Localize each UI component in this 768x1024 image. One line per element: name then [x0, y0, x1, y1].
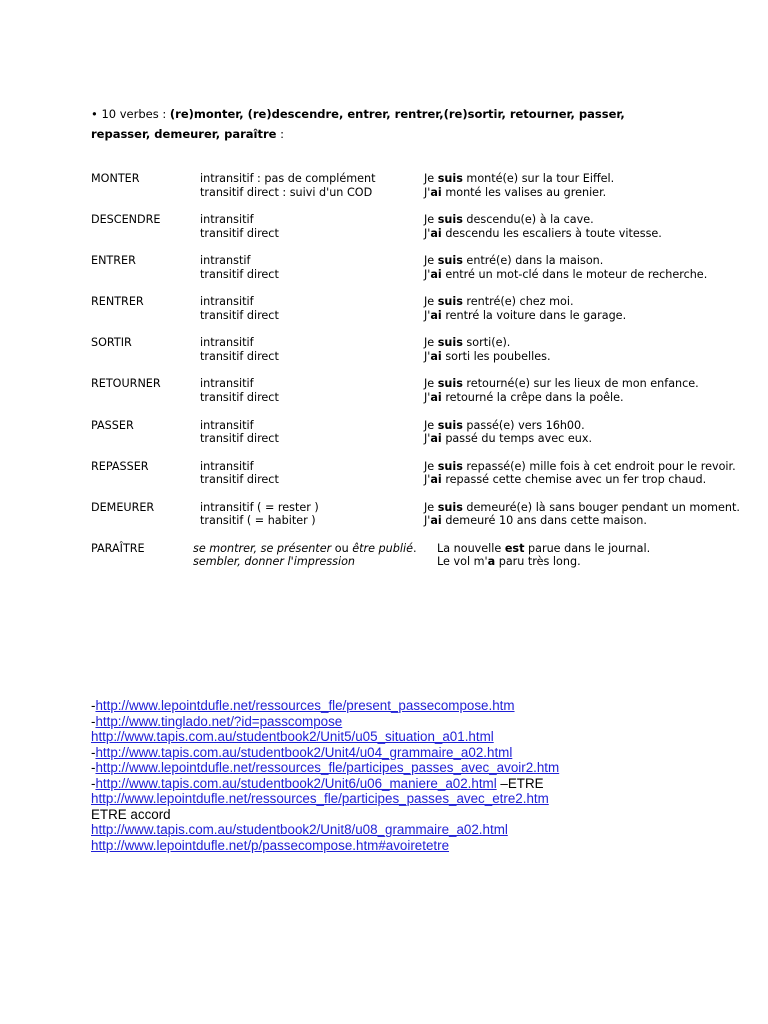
link-line — [91, 729, 768, 745]
verb-grammar — [200, 254, 279, 281]
verb-row-paraitre — [91, 542, 768, 583]
resource-link[interactable]: http://www.tinglado.net/?id=passcompose — [95, 713, 343, 729]
example-line: Le vol m'a paru très long. — [437, 555, 581, 569]
verb-row — [91, 501, 768, 542]
link-line: -http://www.lepointdufle.net/ressources_fle/participes_passes_avec_avoir2.htm — [91, 760, 560, 775]
verb-row — [91, 213, 768, 254]
intro-paragraph — [91, 104, 731, 144]
example-line: J'ai retourné la crêpe dans la poêle. — [424, 390, 624, 404]
verb-row — [91, 254, 768, 295]
grammar-line: intranstif — [200, 254, 251, 268]
verb-row — [91, 172, 768, 213]
verb-grammar — [200, 336, 279, 363]
example-line: Je suis passé(e) vers 16h00. — [424, 418, 585, 432]
etre-accord-label: ETRE accord — [91, 806, 171, 822]
grammar-line: transitif direct — [200, 432, 279, 446]
verb-row — [91, 336, 768, 377]
grammar-line: intransitif ( = rester ) — [200, 500, 319, 514]
link-line-text — [91, 807, 768, 823]
example-line: J'ai passé du temps avec eux. — [424, 432, 592, 446]
resource-link[interactable]: http://www.tapis.com.au/studentbook2/Unit6/u06_maniere_a02.html — [95, 775, 497, 791]
verb-examples — [437, 542, 650, 569]
verb-examples — [424, 172, 614, 199]
link-line — [91, 822, 768, 838]
verb-grammar — [200, 172, 376, 199]
grammar-line: transitif direct : suivi d'un COD — [200, 185, 373, 199]
verb-grammar — [200, 501, 319, 528]
grammar-line: transitif direct — [200, 390, 279, 404]
verb-examples — [424, 419, 592, 446]
example-line: Je suis rentré(e) chez moi. — [424, 295, 574, 309]
verb-grammar — [193, 542, 417, 569]
resource-link[interactable]: http://www.tapis.com.au/studentbook2/Unit8/u08_grammaire_a02.html — [91, 822, 508, 837]
verb-grammar — [200, 295, 279, 322]
verb-grammar — [200, 419, 279, 446]
verb-row — [91, 419, 768, 460]
resource-link[interactable]: http://www.tapis.com.au/studentbook2/Unit4/u04_grammaire_a02.html — [95, 744, 513, 760]
example-line: J'ai entré un mot-clé dans le moteur de recherche. — [424, 267, 708, 281]
verb-examples — [424, 295, 626, 322]
example-line: Je suis sorti(e). — [424, 336, 511, 350]
verb-list-line2: repasser, demeurer, paraître — [91, 127, 277, 141]
link-line: -http://www.lepointdufle.net/ressources_fle/present_passecompose.htm — [91, 698, 515, 713]
grammar-line: transitif direct — [200, 473, 279, 487]
example-line: J'ai repassé cette chemise avec un fer trop chaud. — [424, 473, 707, 487]
example-line: J'ai sorti les poubelles. — [424, 349, 551, 363]
example-line: Je suis entré(e) dans la maison. — [424, 254, 604, 268]
example-line: Je suis descendu(e) à la cave. — [424, 213, 594, 227]
grammar-line: intransitif — [200, 459, 254, 473]
verb-name: PARAÎTRE — [91, 541, 145, 555]
example-line: Je suis retourné(e) sur les lieux de mon enfance. — [424, 377, 699, 391]
verb-examples — [424, 377, 699, 404]
example-line: J'ai monté les valises au grenier. — [424, 185, 607, 199]
verb-examples — [424, 213, 662, 240]
resource-link[interactable]: http://www.lepointdufle.net/ressources_fle/participes_passes_avec_etre2.htm — [91, 791, 549, 806]
verb-name: REPASSER — [91, 459, 149, 473]
verb-name: RETOURNER — [91, 377, 161, 391]
verb-examples — [424, 336, 551, 363]
verb-row — [91, 295, 768, 336]
bullet: • — [91, 107, 98, 121]
grammar-line: sembler, donner l'impression — [193, 555, 356, 569]
link-line: -http://www.tapis.com.au/studentbook2/Unit6/u06_maniere_a02.html –ETRE — [91, 775, 544, 791]
verb-grammar — [200, 213, 279, 240]
example-line: J'ai demeuré 10 ans dans cette maison. — [424, 514, 647, 528]
resource-link[interactable]: http://www.tapis.com.au/studentbook2/Unit5/u05_situation_a01.html — [91, 729, 494, 744]
verb-grammar — [200, 377, 279, 404]
example-line: Je suis demeuré(e) là sans bouger pendant un moment. — [424, 500, 740, 514]
link-line: -http://www.tinglado.net/?id=passcompose — [91, 713, 343, 729]
example-line: J'ai descendu les escaliers à toute vitesse. — [424, 226, 662, 240]
verb-grammar — [200, 460, 279, 487]
grammar-line: se montrer, se présenter ou être publié. — [193, 541, 417, 555]
verb-row — [91, 377, 768, 418]
verb-name: ENTRER — [91, 254, 136, 268]
link-line — [91, 791, 768, 807]
verb-name: RENTRER — [91, 295, 144, 309]
verb-row — [91, 460, 768, 501]
grammar-line: intransitif — [200, 418, 254, 432]
verb-name: DEMEURER — [91, 500, 155, 514]
verb-list-line1: (re)monter, (re)descendre, entrer, rentrer,(re)sortir, retourner, passer, — [169, 107, 625, 121]
grammar-line: transitif direct — [200, 226, 279, 240]
verb-table — [91, 172, 768, 583]
verb-examples — [424, 460, 736, 487]
grammar-line: intransitif — [200, 213, 254, 227]
grammar-line: intransitif — [200, 295, 254, 309]
link-list — [91, 698, 768, 853]
intro-suffix: : — [276, 127, 284, 141]
resource-link[interactable]: http://www.lepointdufle.net/p/passecompose.htm#avoiretetre — [91, 837, 450, 853]
example-line: Je suis monté(e) sur la tour Eiffel. — [424, 172, 615, 185]
example-line: J'ai rentré la voiture dans le garage. — [424, 308, 627, 322]
verb-name: PASSER — [91, 418, 134, 432]
verb-name: MONTER — [91, 172, 140, 185]
resource-link[interactable]: http://www.lepointdufle.net/ressources_fle/present_passecompose.htm — [95, 698, 515, 713]
link-line: -http://www.tapis.com.au/studentbook2/Unit4/u04_grammaire_a02.html — [91, 744, 513, 760]
intro-prefix: 10 verbes : — [97, 107, 170, 121]
verb-name: DESCENDRE — [91, 213, 161, 227]
link-line — [91, 838, 768, 854]
grammar-line: transitif direct — [200, 308, 279, 322]
resource-link[interactable]: http://www.lepointdufle.net/ressources_fle/participes_passes_avec_avoir2.htm — [95, 760, 560, 775]
example-line: Je suis repassé(e) mille fois à cet endroit pour le revoir. — [424, 459, 736, 473]
grammar-line: transitif direct — [200, 349, 279, 363]
verb-examples — [424, 254, 707, 281]
grammar-line: intransitif — [200, 377, 254, 391]
grammar-line: transitif ( = habiter ) — [200, 514, 316, 528]
grammar-line: intransitif : pas de complément — [200, 172, 376, 185]
verb-name: SORTIR — [91, 336, 132, 350]
example-line: La nouvelle est parue dans le journal. — [437, 541, 651, 555]
verb-examples — [424, 501, 740, 528]
grammar-line: intransitif — [200, 336, 254, 350]
grammar-line: transitif direct — [200, 267, 279, 281]
